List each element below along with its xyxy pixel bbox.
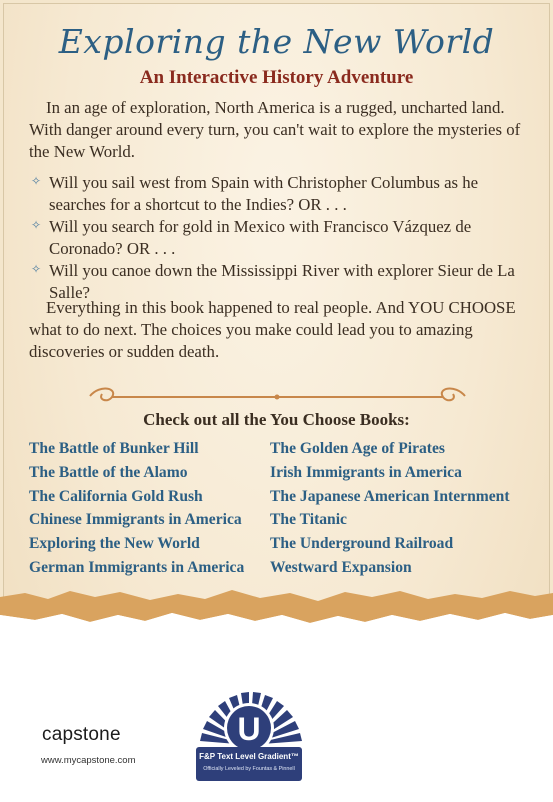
outro-paragraph: Everything in this book happened to real people. And YOU CHOOSE what to do next. The choices you make could lead you to amazing discoveries or sudden death. [29, 298, 516, 361]
book-title-item: The Battle of the Alamo [29, 463, 188, 481]
diamond-star-icon: ✧ [31, 262, 42, 276]
badge-subtitle: Officially Leveled by Fountas & Pinnell [203, 766, 295, 772]
diamond-star-icon: ✧ [31, 174, 42, 188]
choice-text: Will you canoe down the Mississippi River with explorer Sieur de La Salle? [49, 261, 515, 302]
choice-text: Will you sail west from Spain with Christopher Columbus as he searches for a shortcut to the Indies? OR . . . [49, 173, 479, 214]
scroll-flourish-icon [80, 384, 475, 408]
book-title-item: Irish Immigrants in America [270, 463, 462, 481]
badge-letter: U [237, 711, 261, 747]
choice-item [29, 216, 519, 260]
book-title-item: The Underground Railroad [270, 535, 454, 553]
book-title-item: The California Gold Rush [29, 487, 203, 505]
book-title-item: Chinese Immigrants in America [29, 511, 242, 529]
book-title-item: The Titanic [270, 511, 347, 529]
choice-item [29, 172, 519, 216]
book-title-item: The Japanese American Internment [270, 487, 510, 505]
book-list-left [29, 437, 244, 580]
badge-title: F&P Text Level Gradient™ [199, 752, 299, 761]
book-title: Exploring the New World [58, 22, 495, 61]
book-title-item: The Battle of Bunker Hill [29, 440, 199, 457]
book-title-item: Exploring the New World [29, 535, 200, 553]
book-subtitle: An Interactive History Adventure [139, 67, 414, 88]
intro-paragraph: In an age of exploration, North America is a rugged, uncharted land. With danger around every turn, you can't wait to explore the mysteries of the New World. [29, 98, 521, 161]
publisher-website: www.mycapstone.com [41, 755, 136, 766]
badge-label [196, 747, 302, 781]
torn-paper-edge [0, 575, 553, 635]
capstone-logo: capstone [42, 724, 121, 745]
choice-list [29, 172, 519, 304]
book-list-right [270, 437, 510, 580]
diamond-star-icon: ✧ [31, 218, 42, 232]
book-title-item: German Immigrants in America [29, 558, 245, 576]
book-title-item: The Golden Age of Pirates [270, 440, 445, 457]
book-title-item: Westward Expansion [270, 558, 412, 576]
books-heading: Check out all the You Choose Books: [143, 410, 410, 429]
choice-text: Will you search for gold in Mexico with Francisco Vázquez de Coronado? OR . . . [49, 217, 472, 258]
